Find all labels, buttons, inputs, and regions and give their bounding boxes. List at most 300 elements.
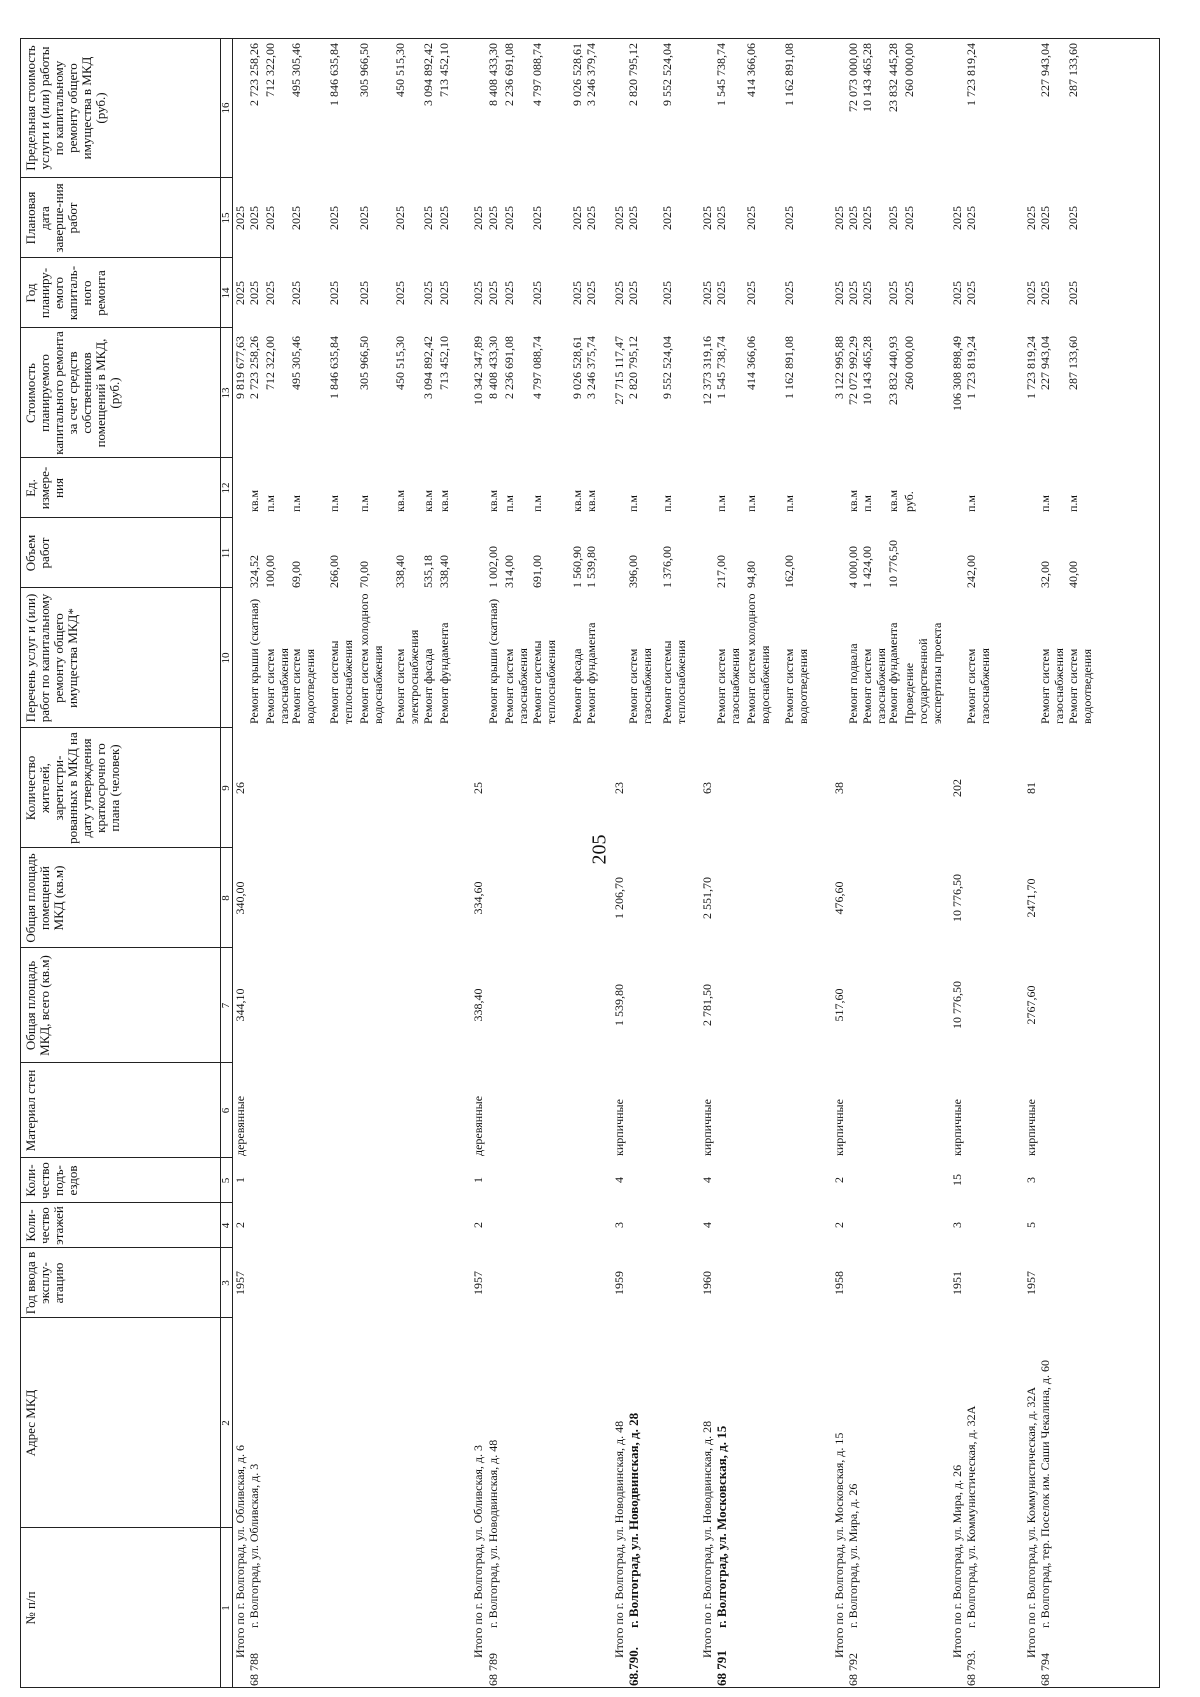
header-col-1: № п/п <box>23 1591 38 1625</box>
work-unit: п.м <box>860 494 874 512</box>
header-col-2: Адрес МКД <box>23 1389 38 1457</box>
work-end-date: 2025 <box>421 206 435 230</box>
col-number-1: 1 <box>220 1605 232 1611</box>
page-number: 205 <box>588 834 611 865</box>
total-cost: 10 342 347,89 <box>471 336 485 405</box>
work-end-date: 2025 <box>289 206 303 230</box>
total-end-date: 2025 <box>233 206 247 230</box>
col-number-9: 9 <box>220 785 232 791</box>
total-c5: 2 <box>832 1177 846 1183</box>
total-c7: 2767,60 <box>1024 985 1038 1025</box>
total-c4: 2 <box>832 1222 846 1228</box>
work-name: Ремонт фундамента <box>437 622 451 724</box>
col-number-10: 10 <box>220 652 232 664</box>
total-end-date: 2025 <box>471 206 485 230</box>
header-col-15: Плановая дата заверше-ния работ <box>23 183 80 253</box>
house-address: г. Волгоград, ул. Новодвинская, д. 28 <box>626 1412 641 1628</box>
work-cost: 1 846 635,84 <box>327 336 341 399</box>
work-volume: 162,00 <box>782 555 796 588</box>
work-year: 2025 <box>584 281 598 305</box>
work-unit: п.м <box>660 494 674 512</box>
work-year: 2025 <box>782 281 796 305</box>
total-c6: кирпичные <box>832 1099 846 1156</box>
work-end-date: 2025 <box>327 206 341 230</box>
work-max-cost: 712 322,00 <box>263 43 277 97</box>
total-cost: 3 122 995,88 <box>832 336 846 399</box>
total-c6: кирпичные <box>612 1099 626 1156</box>
work-end-date: 2025 <box>782 206 796 230</box>
work-year: 2025 <box>714 281 728 305</box>
work-name: Ремонт системы теплоснабжения <box>327 640 355 724</box>
repair-plan-table <box>20 38 1160 1688</box>
work-cost: 3 246 375,74 <box>584 336 598 399</box>
work-unit: кв.м <box>846 489 860 512</box>
total-c5: 15 <box>950 1174 964 1186</box>
work-max-cost: 3 094 892,42 <box>421 43 435 106</box>
total-cost: 106 308 898,49 <box>950 336 964 411</box>
house-address: г. Волгоград, ул. Обливская, д. 3 <box>247 1463 261 1628</box>
work-cost: 1 162 891,08 <box>782 336 796 399</box>
work-cost: 495 305,46 <box>289 336 303 390</box>
work-volume: 314,00 <box>502 555 516 588</box>
total-year: 2025 <box>612 281 626 305</box>
total-c6: кирпичные <box>950 1099 964 1156</box>
work-unit: кв.м <box>393 489 407 512</box>
work-name: Ремонт системы теплоснабжения <box>660 640 688 724</box>
work-cost: 713 452,10 <box>437 336 451 390</box>
work-name: Ремонт фундамента <box>584 622 598 724</box>
work-end-date: 2025 <box>886 206 900 230</box>
work-max-cost: 1 846 635,84 <box>327 43 341 106</box>
work-volume: 324,52 <box>247 555 261 588</box>
work-year: 2025 <box>860 281 874 305</box>
work-max-cost: 4 797 088,74 <box>530 43 544 106</box>
work-max-cost: 1 723 819,24 <box>964 43 978 106</box>
header-col-14: Год планиру-емого капиталь-ного ремонта <box>23 265 108 321</box>
work-cost: 1 723 819,24 <box>964 336 978 399</box>
work-max-cost: 23 832 445,28 <box>886 43 900 112</box>
work-unit: п.м <box>1038 494 1052 512</box>
total-address: Итого по г. Волгоград, ул. Московская, д. 15 <box>832 1432 846 1658</box>
work-volume: 396,00 <box>626 555 640 588</box>
work-name: Ремонт систем холодного водоснабжения <box>744 593 772 724</box>
work-year: 2025 <box>744 281 758 305</box>
work-max-cost: 450 515,30 <box>393 43 407 97</box>
work-unit: кв.м <box>886 489 900 512</box>
work-year: 2025 <box>502 281 516 305</box>
work-name: Ремонт систем газоснабжения <box>860 648 888 724</box>
work-cost: 10 143 465,28 <box>860 336 874 405</box>
total-c7: 338,40 <box>471 988 485 1022</box>
total-cost: 9 819 677,63 <box>233 336 247 399</box>
work-name: Ремонт подвала <box>846 643 860 724</box>
work-year: 2025 <box>421 281 435 305</box>
total-c9: 26 <box>233 782 247 794</box>
total-end-date: 2025 <box>832 206 846 230</box>
col-number-12: 12 <box>220 482 232 494</box>
total-address: Итого по г. Волгоград, ул. Обливская, д. 6 <box>233 1444 247 1658</box>
total-c3: 1951 <box>950 1271 964 1295</box>
total-c7: 10 776,50 <box>950 981 964 1029</box>
total-c6: кирпичные <box>700 1099 714 1156</box>
work-name: Ремонт систем водоотведения <box>782 648 810 724</box>
work-volume: 10 776,50 <box>886 540 900 588</box>
work-unit: п.м <box>502 494 516 512</box>
work-end-date: 2025 <box>486 206 500 230</box>
work-max-cost: 8 408 433,30 <box>486 43 500 106</box>
work-year: 2025 <box>846 281 860 305</box>
column-border <box>20 1202 232 1203</box>
work-cost: 72 072 992,29 <box>846 336 860 405</box>
total-address: Итого по г. Волгоград, ул. Мира, д. 26 <box>950 1464 964 1658</box>
work-end-date: 2025 <box>714 206 728 230</box>
work-name: Ремонт систем газоснабжения <box>1038 648 1066 724</box>
work-max-cost: 2 820 795,12 <box>626 43 640 106</box>
work-volume: 338,40 <box>393 555 407 588</box>
col-number-15: 15 <box>220 212 232 224</box>
work-name: Ремонт систем водоотведения <box>1066 648 1094 724</box>
work-cost: 414 366,06 <box>744 336 758 390</box>
column-border <box>20 1527 232 1528</box>
work-name: Ремонт систем электроснабжения <box>393 629 421 724</box>
work-volume: 1 539,80 <box>584 546 598 588</box>
work-max-cost: 287 133,60 <box>1066 43 1080 97</box>
total-cost: 27 715 117,47 <box>612 336 626 405</box>
table-top-border <box>20 38 21 1688</box>
work-volume: 1 002,00 <box>486 546 500 588</box>
work-cost: 3 094 892,42 <box>421 336 435 399</box>
work-unit: п.м <box>964 494 978 512</box>
work-year: 2025 <box>902 281 916 305</box>
col-number-11: 11 <box>220 547 232 559</box>
column-border <box>20 727 232 728</box>
work-year: 2025 <box>660 281 674 305</box>
work-max-cost: 2 723 258,26 <box>247 43 261 106</box>
work-year: 2025 <box>964 281 978 305</box>
total-c8: 340,00 <box>233 881 247 915</box>
work-cost: 23 832 440,93 <box>886 336 900 405</box>
work-year: 2025 <box>393 281 407 305</box>
work-end-date: 2025 <box>964 206 978 230</box>
work-volume: 100,00 <box>263 555 277 588</box>
work-cost: 4 797 088,74 <box>530 336 544 399</box>
col-number-16: 16 <box>220 102 232 114</box>
work-end-date: 2025 <box>1066 206 1080 230</box>
total-c4: 3 <box>612 1222 626 1228</box>
total-end-date: 2025 <box>1024 206 1038 230</box>
header-col-3: Год ввода в эксплу-атацию <box>23 1251 66 1315</box>
work-year: 2025 <box>530 281 544 305</box>
work-name: Ремонт систем холодного водоснабжения <box>357 593 385 724</box>
work-unit: п.м <box>263 494 277 512</box>
column-border <box>20 1062 232 1063</box>
col-number-2: 2 <box>220 1420 232 1426</box>
house-number: 68 789 <box>486 1653 500 1686</box>
total-address: Итого по г. Волгоград, ул. Коммунистическая, д. 32А <box>1024 1386 1038 1658</box>
total-c9: 38 <box>832 782 846 794</box>
header-col-5: Коли-чество подъ-ездов <box>23 1162 80 1199</box>
work-cost: 2 236 691,08 <box>502 336 516 399</box>
work-volume: 242,00 <box>964 555 978 588</box>
column-border <box>20 1247 232 1248</box>
total-c5: 4 <box>612 1177 626 1183</box>
house-address: г. Волгоград, тер. Поселок им. Саши Чекалина, д. 60 <box>1038 1359 1052 1628</box>
work-volume: 1 424,00 <box>860 546 874 588</box>
work-name: Ремонт систем газоснабжения <box>263 648 291 724</box>
column-border <box>20 327 232 328</box>
header-col-13: Стоимость планируемого капитального ремонта за счет средств собственников помещений в МКД, (руб.) <box>23 331 122 455</box>
work-cost: 227 943,04 <box>1038 336 1052 390</box>
total-c3: 1957 <box>1024 1271 1038 1295</box>
total-c7: 344,10 <box>233 988 247 1022</box>
work-volume: 535,18 <box>421 555 435 588</box>
work-unit: кв.м <box>486 489 500 512</box>
work-volume: 691,00 <box>530 555 544 588</box>
col-number-13: 13 <box>220 387 232 399</box>
work-max-cost: 227 943,04 <box>1038 43 1052 97</box>
house-number: 68 794 <box>1038 1653 1052 1686</box>
house-address: г. Волгоград, ул. Коммунистическая, д. 32А <box>964 1405 978 1628</box>
work-name: Ремонт системы теплоснабжения <box>530 640 558 724</box>
rotated-page <box>20 38 1160 1688</box>
work-unit: кв.м <box>584 489 598 512</box>
total-cost: 1 723 819,24 <box>1024 336 1038 399</box>
work-name: Ремонт крыши (скатная) <box>486 598 500 724</box>
total-c3: 1960 <box>700 1271 714 1295</box>
work-name: Ремонт систем газоснабжения <box>714 648 742 724</box>
work-unit: п.м <box>357 494 371 512</box>
work-max-cost: 9 026 528,61 <box>570 43 584 106</box>
column-border <box>20 1317 232 1318</box>
column-border <box>20 587 232 588</box>
house-number: 68.790. <box>626 1647 641 1686</box>
work-year: 2025 <box>1066 281 1080 305</box>
header-col-9: Количество жителей, зарегистри-рованных в МКД на дату утверждения краткосрочно го плана (человек) <box>23 732 122 844</box>
total-c8: 2 551,70 <box>700 877 714 919</box>
work-volume: 32,00 <box>1038 561 1052 588</box>
work-name: Ремонт крыши (скатная) <box>247 598 261 724</box>
total-year: 2025 <box>700 281 714 305</box>
total-c8: 1 206,70 <box>612 877 626 919</box>
work-end-date: 2025 <box>357 206 371 230</box>
work-name: Проведение государственной экспертизы проекта <box>902 622 944 724</box>
total-c3: 1959 <box>612 1271 626 1295</box>
work-volume: 1 560,90 <box>570 546 584 588</box>
work-max-cost: 1 162 891,08 <box>782 43 796 106</box>
work-unit: кв.м <box>570 489 584 512</box>
total-end-date: 2025 <box>612 206 626 230</box>
work-end-date: 2025 <box>437 206 451 230</box>
total-year: 2025 <box>233 281 247 305</box>
work-year: 2025 <box>886 281 900 305</box>
work-name: Ремонт фасада <box>421 648 435 724</box>
work-end-date: 2025 <box>744 206 758 230</box>
work-unit: кв.м <box>421 489 435 512</box>
work-end-date: 2025 <box>247 206 261 230</box>
total-c4: 4 <box>700 1222 714 1228</box>
work-cost: 305 966,50 <box>357 336 371 390</box>
work-end-date: 2025 <box>502 206 516 230</box>
work-year: 2025 <box>327 281 341 305</box>
work-cost: 260 000,00 <box>902 336 916 390</box>
col-number-7: 7 <box>220 1002 232 1009</box>
work-end-date: 2025 <box>1038 206 1052 230</box>
column-border <box>20 177 232 178</box>
column-border <box>20 38 1160 39</box>
total-c3: 1957 <box>471 1271 485 1295</box>
work-year: 2025 <box>247 281 261 305</box>
house-number: 68 791 <box>714 1650 729 1686</box>
work-volume: 70,00 <box>357 561 371 588</box>
work-cost: 8 408 433,30 <box>486 336 500 399</box>
total-c6: деревянные <box>233 1095 247 1156</box>
house-address: г. Волгоград, ул. Мира, д. 26 <box>846 1483 860 1628</box>
total-year: 2025 <box>832 281 846 305</box>
total-c5: 1 <box>233 1177 247 1183</box>
work-cost: 1 545 738,74 <box>714 336 728 399</box>
work-max-cost: 260 000,00 <box>902 43 916 97</box>
column-border <box>20 457 232 458</box>
total-cost: 12 373 319,16 <box>700 336 714 405</box>
work-end-date: 2025 <box>584 206 598 230</box>
header-col-12: Ед. измере-ния <box>23 466 66 510</box>
work-unit: п.м <box>744 494 758 512</box>
work-unit: п.м <box>626 494 640 512</box>
work-max-cost: 9 552 524,04 <box>660 43 674 106</box>
col-number-3: 3 <box>220 1280 232 1286</box>
work-unit: п.м <box>530 494 544 512</box>
work-name: Ремонт фасада <box>570 648 584 724</box>
work-unit: кв.м <box>437 489 451 512</box>
total-c7: 2 781,50 <box>700 984 714 1026</box>
work-end-date: 2025 <box>393 206 407 230</box>
work-max-cost: 2 236 691,08 <box>502 43 516 106</box>
total-c4: 2 <box>471 1222 485 1228</box>
col-number-6: 6 <box>220 1107 232 1114</box>
work-cost: 9 026 528,61 <box>570 336 584 399</box>
work-unit: п.м <box>782 494 796 512</box>
total-c6: кирпичные <box>1024 1099 1038 1156</box>
total-address: Итого по г. Волгоград, ул. Новодвинская, д. 28 <box>700 1420 714 1658</box>
work-max-cost: 414 366,06 <box>744 43 758 97</box>
work-volume: 40,00 <box>1066 561 1080 588</box>
work-name: Ремонт систем водоотведения <box>289 648 317 724</box>
table-bottom-border <box>1159 38 1160 1688</box>
work-name: Ремонт фундамента <box>886 622 900 724</box>
work-cost: 9 552 524,04 <box>660 336 674 399</box>
total-c4: 5 <box>1024 1222 1038 1228</box>
total-c5: 4 <box>700 1177 714 1183</box>
work-end-date: 2025 <box>902 206 916 230</box>
work-volume: 1 376,00 <box>660 546 674 588</box>
header-col-6: Материал стен <box>23 1069 38 1152</box>
work-end-date: 2025 <box>860 206 874 230</box>
column-border <box>20 1687 1160 1688</box>
work-end-date: 2025 <box>570 206 584 230</box>
work-end-date: 2025 <box>263 206 277 230</box>
total-c6: деревянные <box>471 1095 485 1156</box>
total-year: 2025 <box>950 281 964 305</box>
column-border <box>20 517 232 518</box>
work-max-cost: 72 073 000,00 <box>846 43 860 112</box>
work-volume: 217,00 <box>714 555 728 588</box>
header-col-10: Перечень услуг и (или) работ по капитальному ремонту общего имущества МКД* <box>23 593 80 723</box>
column-border <box>20 847 232 848</box>
total-c4: 2 <box>233 1222 247 1228</box>
house-address: г. Волгоград, ул. Новодвинская, д. 48 <box>486 1439 500 1628</box>
total-year: 2025 <box>1024 281 1038 305</box>
work-max-cost: 305 966,50 <box>357 43 371 97</box>
work-volume: 4 000,00 <box>846 546 860 588</box>
work-cost: 287 133,60 <box>1066 336 1080 390</box>
work-end-date: 2025 <box>530 206 544 230</box>
col-number-14: 14 <box>220 287 232 299</box>
total-c9: 23 <box>612 782 626 794</box>
total-c9: 25 <box>471 782 485 794</box>
work-cost: 2 820 795,12 <box>626 336 640 399</box>
col-number-8: 8 <box>220 895 232 901</box>
work-volume: 94,80 <box>744 561 758 588</box>
total-c3: 1957 <box>233 1271 247 1295</box>
work-year: 2025 <box>1038 281 1052 305</box>
work-year: 2025 <box>357 281 371 305</box>
work-cost: 712 322,00 <box>263 336 277 390</box>
total-c5: 3 <box>1024 1177 1038 1183</box>
total-c3: 1958 <box>832 1271 846 1295</box>
col-number-4: 4 <box>220 1222 232 1229</box>
work-year: 2025 <box>486 281 500 305</box>
total-c8: 2471,70 <box>1024 878 1038 918</box>
total-c7: 1 539,80 <box>612 984 626 1026</box>
column-border <box>20 257 232 258</box>
header-col-7: Общая площадь МКД, всего (кв.м) <box>23 955 52 1056</box>
work-year: 2025 <box>263 281 277 305</box>
work-unit: п.м <box>327 494 341 512</box>
work-unit: п.м <box>714 494 728 512</box>
total-c9: 81 <box>1024 782 1038 794</box>
work-unit: п.м <box>289 494 303 512</box>
work-max-cost: 3 246 379,74 <box>584 43 598 106</box>
work-name: Ремонт систем газоснабжения <box>964 648 992 724</box>
work-year: 2025 <box>437 281 451 305</box>
header-col-4: Коли-чество этажей <box>23 1206 66 1245</box>
work-name: Ремонт систем газоснабжения <box>626 648 654 724</box>
work-year: 2025 <box>289 281 303 305</box>
total-c8: 10 776,50 <box>950 874 964 922</box>
work-cost: 2 723 258,26 <box>247 336 261 399</box>
work-max-cost: 495 305,46 <box>289 43 303 97</box>
house-number: 68 793. <box>964 1650 978 1686</box>
total-c8: 476,60 <box>832 881 846 915</box>
work-name: Ремонт систем газоснабжения <box>502 648 530 724</box>
total-c9: 202 <box>950 779 964 797</box>
total-c9: 63 <box>700 782 714 794</box>
header-col-11: Объем работ <box>23 534 52 572</box>
header-col-16: Предельная стоимость услуги и (или) работы по капитальному ремонту общего имущества в МКД (руб.) <box>23 45 108 171</box>
house-address: г. Волгоград, ул. Московская, д. 15 <box>714 1425 729 1628</box>
total-end-date: 2025 <box>700 206 714 230</box>
work-year: 2025 <box>626 281 640 305</box>
work-year: 2025 <box>570 281 584 305</box>
total-year: 2025 <box>471 281 485 305</box>
total-address: Итого по г. Волгоград, ул. Обливская, д. 3 <box>471 1444 485 1658</box>
work-end-date: 2025 <box>846 206 860 230</box>
work-end-date: 2025 <box>660 206 674 230</box>
work-max-cost: 10 143 465,28 <box>860 43 874 112</box>
total-c7: 517,60 <box>832 988 846 1022</box>
work-max-cost: 713 452,10 <box>437 43 451 97</box>
total-end-date: 2025 <box>950 206 964 230</box>
